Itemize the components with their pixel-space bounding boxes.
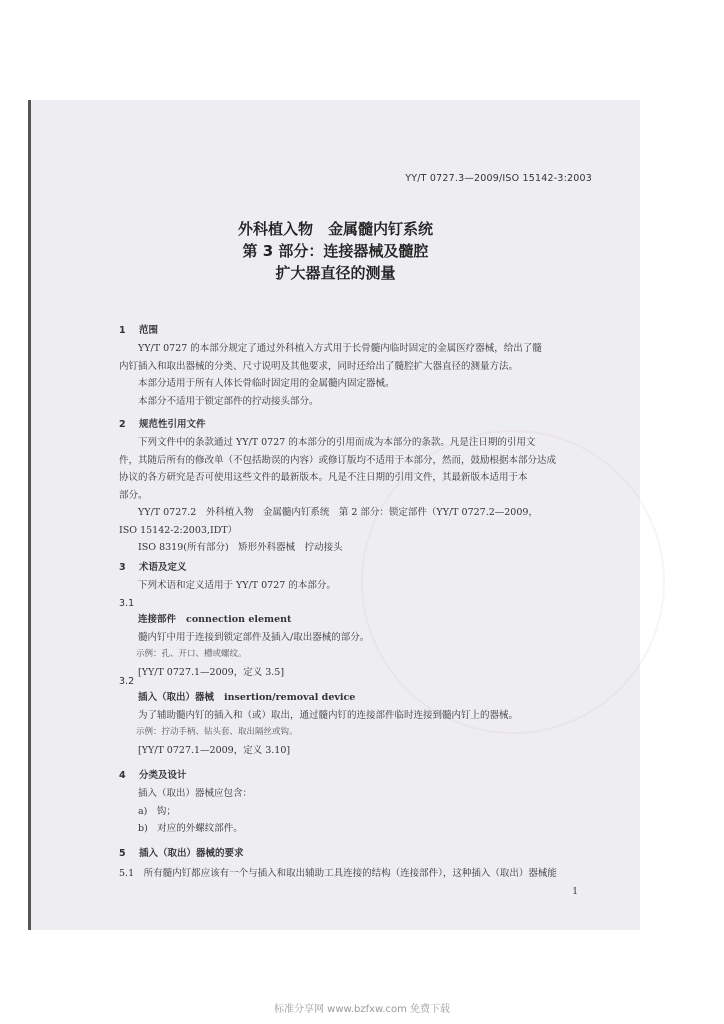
s1-p1b: 内钉插入和取出器械的分类、尺寸说明及其他要求，同时还给出了髓腔扩大器直径的测量方法。: [119, 360, 519, 372]
section-2-heading: [119, 416, 206, 430]
section-2-number: 2: [119, 419, 126, 430]
section-4-heading: [119, 767, 187, 781]
section-5-title: 插入（取出）器械的要求: [139, 848, 244, 859]
footer-watermark: 标准分享网 www.bzfxw.com 免费下载: [274, 1004, 450, 1015]
document-title: [31, 218, 640, 284]
page-number: 1: [572, 887, 578, 897]
s4-item-a: a) 钩；: [119, 805, 176, 817]
s2-ref1b: ISO 15142-2:2003,IDT）: [119, 524, 238, 536]
section-3-heading: [119, 559, 187, 573]
s4-intro: 插入（取出）器械应包含：: [119, 788, 253, 799]
section-1-body: [119, 340, 619, 410]
term-3-1-zh: 连接部件: [138, 614, 177, 625]
section-4-body: [119, 785, 619, 838]
standard-code: YY/T 0727.3—2009/ISO 15142-3:2003: [405, 173, 592, 184]
term-3-2-source: [YY/T 0727.1—2009，定义 3.10]: [119, 744, 291, 756]
term-3-1-source: [YY/T 0727.1—2009，定义 3.5]: [119, 666, 285, 678]
s1-p3: 本部分不适用于锁定部件的拧动接头部分。: [119, 395, 319, 407]
section-1-heading: [119, 322, 158, 336]
section-3-intro: 下列术语和定义适用于 YY/T 0727 的本部分。: [119, 580, 336, 591]
term-3-1-example: 示例：孔、开口、槽或螺纹。: [119, 649, 247, 659]
term-3-2-en: insertion/removal device: [224, 692, 356, 703]
term-3-1: [119, 611, 619, 681]
section-3-number: 3: [119, 562, 126, 573]
term-3-1-heading: [119, 611, 619, 629]
term-3-2-number: 3.2: [119, 676, 135, 687]
section-2-body: [119, 434, 619, 557]
section-2-title: 规范性引用文件: [139, 419, 206, 430]
term-3-2-definition: 为了辅助髓内钉的插入和（或）取出，通过髓内钉的连接部件临时连接到髓内钉上的器械。: [119, 709, 519, 721]
title-line-1: 外科植入物 金属髓内钉系统: [237, 220, 433, 238]
s2-ref2: ISO 8319(所有部分) 矫形外科器械 拧动接头: [119, 542, 343, 553]
document-page: [28, 100, 640, 930]
s5-p51: 5.1 所有髓内钉都应该有一个与插入和取出辅助工具连接的结构（连接部件），这种插入（取出）器械能: [119, 868, 557, 879]
section-4-number: 4: [119, 770, 126, 781]
title-line-2: 第 3 部分：连接器械及髓腔: [242, 242, 429, 260]
s4-item-b: b) 对应的外螺纹部件。: [119, 823, 243, 834]
s2-ref1a: YY/T 0727.2 外科植入物 金属髓内钉系统 第 2 部分：锁定部件（YY/T 0727.2—2009，: [119, 507, 538, 518]
term-3-1-definition: 髓内钉中用于连接到锁定部件及插入/取出器械的部分。: [119, 631, 370, 643]
term-3-2: [119, 689, 619, 759]
title-line-3: 扩大器直径的测量: [275, 264, 396, 282]
s1-p1a: YY/T 0727 的本部分规定了通过外科植入方式用于长骨髓内临时固定的金属医疗器械，给出了髓: [119, 343, 542, 354]
term-3-2-heading: [119, 689, 619, 707]
s2-p1d: 部分。: [119, 489, 148, 501]
section-4-title: 分类及设计: [139, 770, 187, 781]
s2-p1b: 件，其随后所有的修改单（不包括勘误的内容）或修订版均不适用于本部分，然而，鼓励根据本部分达成: [119, 454, 557, 466]
term-3-1-number: 3.1: [119, 598, 135, 609]
section-5-heading: [119, 845, 244, 859]
term-3-1-en: connection element: [186, 614, 292, 625]
section-3-title: 术语及定义: [139, 562, 187, 573]
s2-p1c: 协议的各方研究是否可使用这些文件的最新版本。凡是不注日期的引用文件，其最新版本适用于本: [119, 472, 528, 483]
term-3-2-zh: 插入（取出）器械: [138, 692, 215, 703]
s2-p1a: 下列文件中的条款通过 YY/T 0727 的本部分的引用而成为本部分的条款。凡是注日期的引用文: [119, 437, 536, 448]
section-5-number: 5: [119, 848, 126, 859]
section-1-number: 1: [119, 325, 126, 336]
term-3-2-example: 示例：拧动手柄、钻头套、取出隔丝或钩。: [119, 727, 298, 737]
s1-p2: 本部分适用于所有人体长骨临时固定用的金属髓内固定器械。: [119, 378, 395, 389]
section-1-title: 范围: [139, 325, 159, 336]
